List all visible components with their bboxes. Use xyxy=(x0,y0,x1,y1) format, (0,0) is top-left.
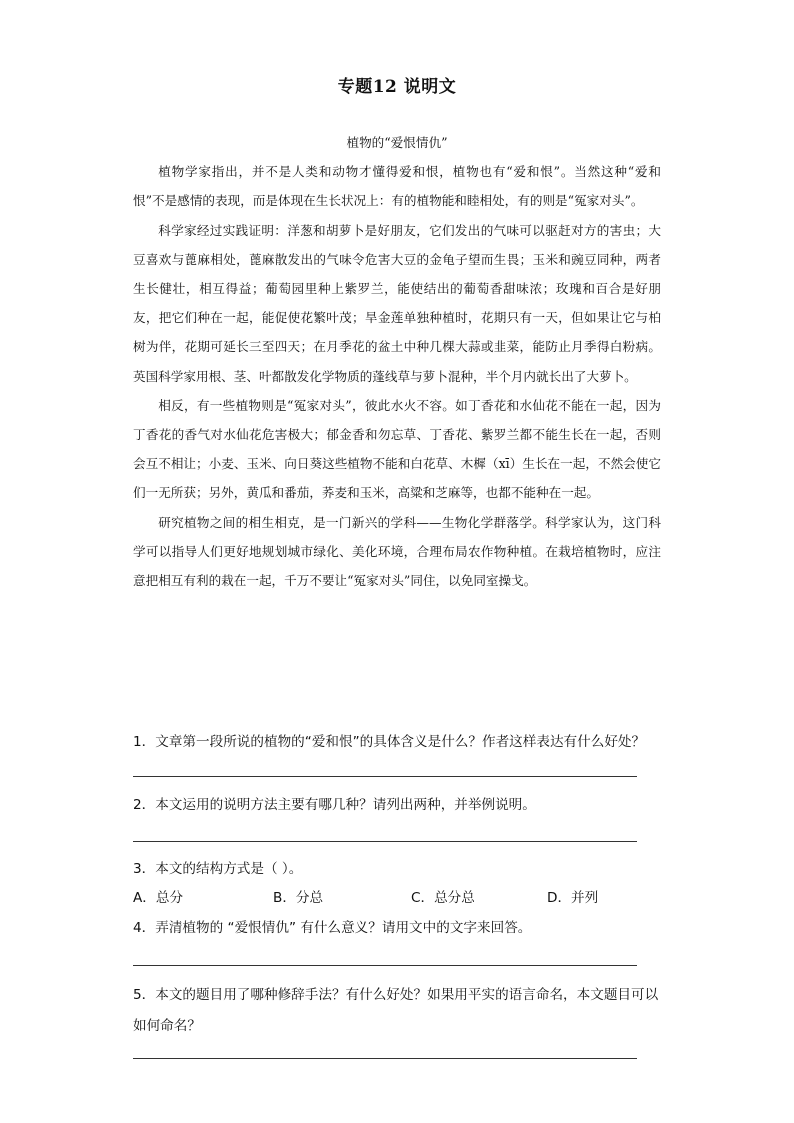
option-b[interactable]: B．分总 xyxy=(273,890,324,906)
option-a[interactable]: A．总分 xyxy=(133,890,184,906)
question-5: 5．本文的题目用了哪种修辞手法？有什么好处？如果用平实的语言命名，本文题目可以如何命名？ xyxy=(133,987,659,1034)
document-title: 专题12 说明文 xyxy=(337,77,457,97)
answer-line-4[interactable] xyxy=(133,965,637,966)
article-paragraph-2: 科学家经过实践证明：洋葱和胡萝卜是好朋友，它们发出的气味可以驱赶对方的害虫；大豆喜欢与蓖麻相处，蓖麻散发出的气味令危害大豆的金龟子望而生畏；玉米和豌豆同种，两者生长健壮，相互得益；葡萄园里种上紫罗兰，能使结出的葡萄香甜味浓；玫瑰和百合是好朋友，把它们种在一起，能促使花繁叶茂；旱金莲单独种植时，花期只有一天，但如果让它与柏树为伴，花期可延长三至四天；在月季花的盆土中种几棵大蒜或韭菜，能防止月季得白粉病。英国科学家用根、茎、叶都散发化学物质的蓬线草与萝卜混种，半个月内就长出了大萝卜。 xyxy=(133,222,661,384)
answer-line-1[interactable] xyxy=(133,776,637,777)
article-paragraph-1: 植物学家指出，并不是人类和动物才懂得爱和恨，植物也有“爱和恨”。当然这种“爱和恨”不是感情的表现，而是体现在生长状况上：有的植物能和睦相处，有的则是“冤家对头”。 xyxy=(133,164,661,209)
article-title: 植物的“爱恨情仇” xyxy=(346,135,448,150)
option-c[interactable]: C．总分总 xyxy=(411,890,475,906)
question-3: 3．本文的结构方式是（ ）。 xyxy=(133,861,303,877)
article-body xyxy=(133,128,661,595)
answer-line-2[interactable] xyxy=(133,841,637,842)
article-paragraph-4: 研究植物之间的相生相克，是一门新兴的学科——生物化学群落学。科学家认为，这门科学可以指导人们更好地规划城市绿化、美化环境，合理布局农作物种植。在栽培植物时，应注意把相互有利的栽在一起，千万不要让“冤家对头”同住，以免同室操戈。 xyxy=(133,514,661,589)
answer-line-5[interactable] xyxy=(133,1058,637,1059)
question-4: 4．弄清植物的 “爱恨情仇” 有什么意义？请用文中的文字来回答。 xyxy=(133,920,532,936)
question-1: 1．文章第一段所说的植物的“爱和恨”的具体含义是什么？作者这样表达有什么好处？ xyxy=(133,734,646,750)
option-d[interactable]: D．并列 xyxy=(547,890,599,906)
question-3-options xyxy=(133,884,665,912)
article-paragraph-3: 相反，有一些植物则是“冤家对头”，彼此水火不容。如丁香花和水仙花不能在一起，因为丁香花的香气对水仙花危害极大；郁金香和勿忘草、丁香花、紫罗兰都不能生长在一起，否则会互不相让；小麦、玉米、向日葵这些植物不能和白花草、木樨（xī）生长在一起，不然会使它们一无所获；另外，黄瓜和番茄，荞麦和玉米，高粱和芝麻等，也都不能种在一起。 xyxy=(133,397,661,501)
question-2: 2．本文运用的说明方法主要有哪几种？请列出两种，并举例说明。 xyxy=(133,797,536,813)
